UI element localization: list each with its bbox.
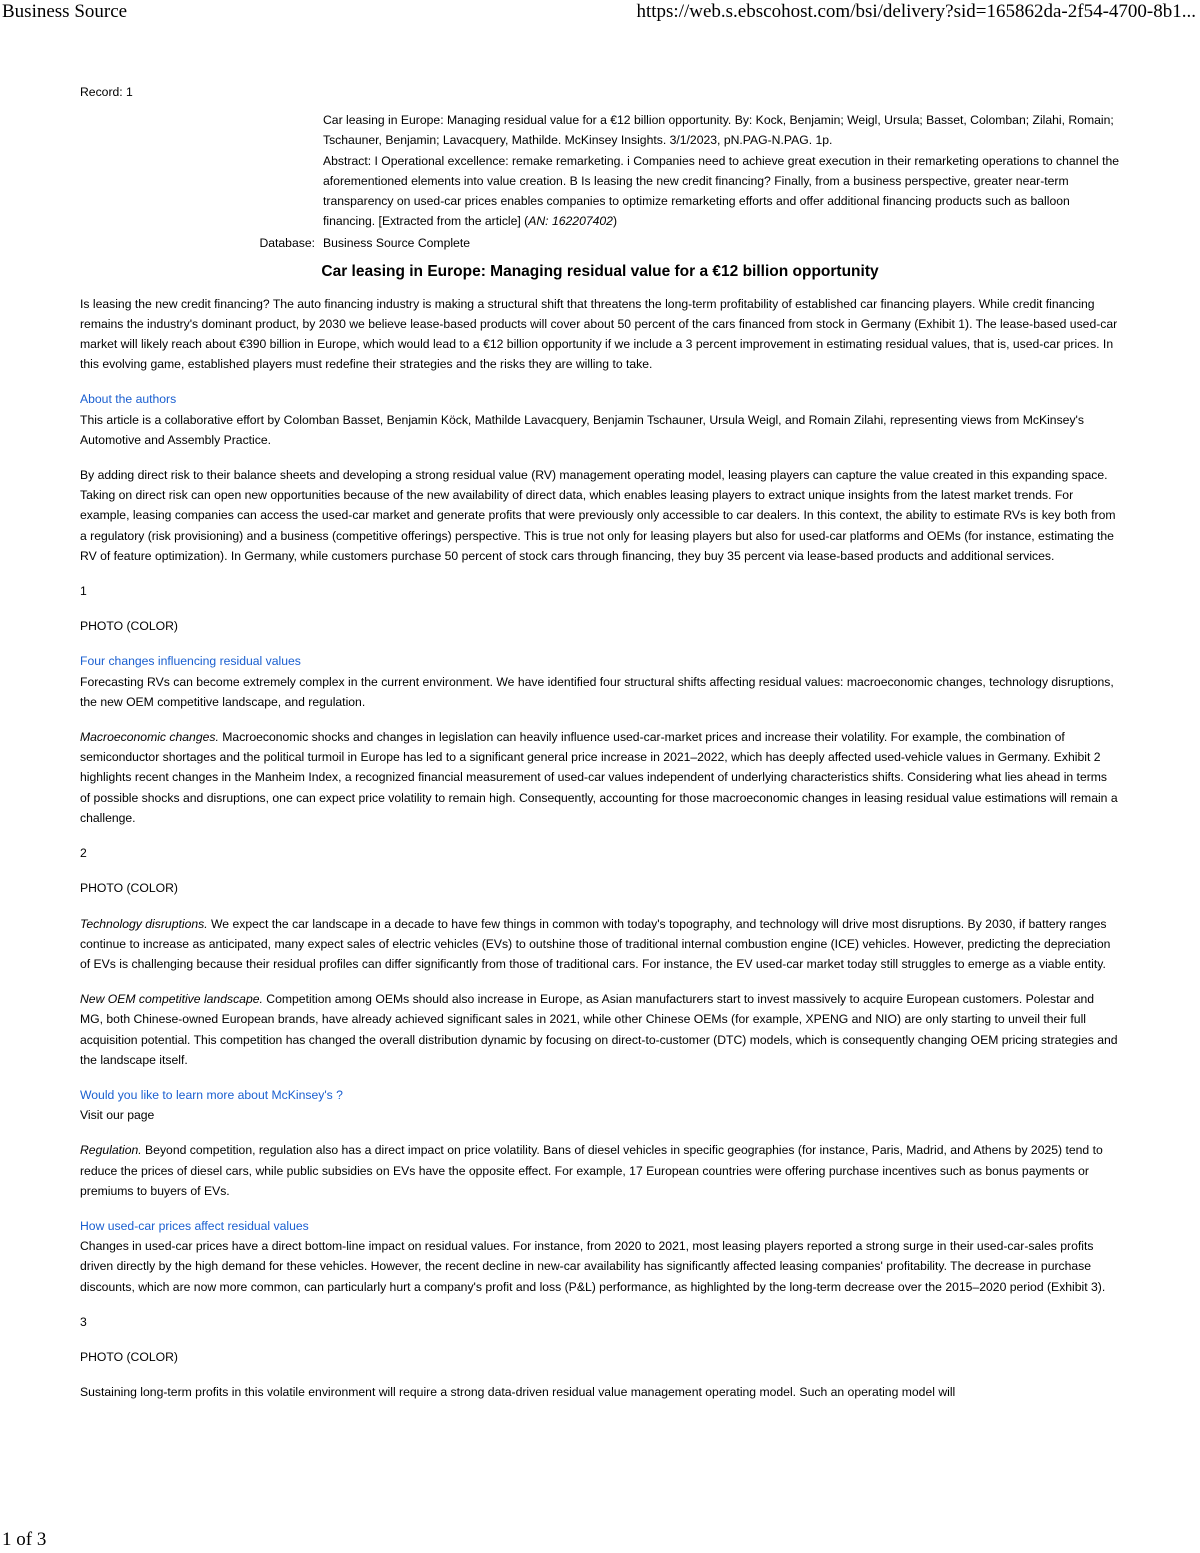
database-label: Database: — [259, 236, 315, 251]
database-row — [80, 233, 1120, 253]
document-content — [80, 82, 1120, 1417]
about-authors-paragraph: This article is a collaborative effort by Colomban Basset, Benjamin Köck, Mathilde Lavacquery, Benjamin Tschauner, Ursula Weigl, and Romain Zilahi, representing views from McKinsey's Automotive and Assembly Practice. — [80, 412, 1084, 447]
technology-paragraph: Technology disruptions. We expect the car landscape in a decade to have few things in common with today's topography, and technology will drive most disruptions. By 2030, if battery ranges continue to increase as anticipated, many expect sales of electric vehicles (EVs) to outshine those of traditional internal combustion engine (ICE) vehicles. However, predicting the depreciation of EVs is challenging because their residual profiles can differ significantly from those of traditional cars. For instance, the EV used-car market today still struggles to emerge as a viable entity. — [80, 916, 1111, 971]
article-title: Car leasing in Europe: Managing residual value for a €12 billion opportunity — [321, 262, 879, 280]
record-label: Record: 1 — [80, 85, 133, 99]
exhibit-1-photo: PHOTO (COLOR) — [80, 619, 178, 634]
intro-paragraph: Is leasing the new credit financing? The auto financing industry is making a structural shift that threatens the long-term profitability of established car financing players. While credit financing remains the industry's dominant product, by 2030 we believe lease-based products will cover about 50 percent of the cars financed from stock in Germany (Exhibit 1). The lease-based used-car market will likely reach about €390 billion in Europe, which would lead to a €12 billion opportunity if we include a 3 percent improvement in estimating residual values, that is, used-car prices. In this evolving game, established players must redefine their strategies and the risks they are willing to take. — [80, 296, 1118, 372]
page-indicator: 1 of 3 — [2, 1529, 47, 1550]
citation-text: Car leasing in Europe: Managing residual value for a €12 billion opportunity. By: Kock, Benjamin; Weigl, Ursula; Basset, Colomban; Zilahi, Romain; Tschauner, Benjamin; Lavacquery, Mathilde. McKinsey Insights. 3/1/2023, pN.PAG-N.PAG. 1p. — [323, 113, 1114, 148]
exhibit-3-photo: PHOTO (COLOR) — [80, 1349, 178, 1364]
sustaining-paragraph: Sustaining long-term profits in this volatile environment will require a strong data-driven residual value management operating model. Such an operating model will — [80, 1385, 956, 1400]
regulation-paragraph: Regulation. Beyond competition, regulation also has a direct impact on price volatility. Bans of diesel vehicles in specific geographies (for instance, Paris, Madrid, and Athens by 2025) tend to reduce the prices of diesel cars, while public subsidies on EVs have the opposite effect. For example, 17 European countries were offering purchase incentives such as bonus payments or premiums to buyers of EVs. — [80, 1143, 1103, 1198]
print-header — [0, 0, 1200, 26]
page-url[interactable]: https://web.s.ebscohost.com/bsi/delivery?sid=165862da-2f54-4700-8b1... — [636, 1, 1196, 22]
accession-number: AN: 162207402 — [528, 214, 613, 229]
four-changes-heading[interactable]: Four changes influencing residual values — [80, 654, 301, 669]
macroeconomic-paragraph: Macroeconomic changes. Macroeconomic shocks and changes in legislation can heavily influence used-car-market prices and increase their volatility. For example, the combination of semiconductor shortages and the political turmoil in Europe has led to a significant general price increase in 2021–2022, which has deeply affected used-vehicle values in Germany. Exhibit 2 highlights recent changes in the Manheim Index, a recognized financial measurement of used-car values independent of underlying characteristics shifts. Considering what lies ahead in terms of possible shocks and disruptions, one can expect price volatility to remain high. Consequently, accounting for those macroeconomic changes in leasing residual value estimations will remain a challenge. — [80, 730, 1118, 825]
citation-block — [323, 110, 1120, 231]
exhibit-1-number: 1 — [80, 584, 87, 599]
used-car-heading[interactable]: How used-car prices affect residual values — [80, 1218, 309, 1233]
abstract-text: Abstract: I Operational excellence: remake remarketing. i Companies need to achieve great execution in their remarketing operations to channel the aforementioned elements into value creation. B Is leasing the new credit financing? Finally, from a business perspective, greater near-term transparency on used-car prices enables companies to optimize remarketing efforts and offer additional financing products such as balloon financing. [Extracted from the article] (AN: 162207402) — [323, 153, 1120, 229]
exhibit-2-number: 2 — [80, 846, 87, 861]
about-authors-heading[interactable]: About the authors — [80, 392, 177, 407]
learn-more-text: Visit our page — [80, 1108, 155, 1123]
exhibit-3-number: 3 — [80, 1314, 87, 1329]
page-title: Business Source — [2, 1, 128, 22]
exhibit-2-photo: PHOTO (COLOR) — [80, 881, 178, 896]
learn-more-heading[interactable]: Would you like to learn more about McKinsey's ? — [80, 1087, 343, 1102]
four-changes-paragraph: Forecasting RVs can become extremely complex in the current environment. We have identified four structural shifts affecting residual values: macroeconomic changes, technology disruptions, the new OEM competitive landscape, and regulation. — [80, 674, 1114, 709]
used-car-paragraph: Changes in used-car prices have a direct bottom-line impact on residual values. For instance, from 2020 to 2021, most leasing players reported a strong surge in their used-car-sales profits driven directly by the high demand for these vehicles. However, the recent decline in new-car availability has significantly affected leasing companies' profitability. The decrease in purchase discounts, which are now more common, can particularly hurt a company's profit and loss (P&L) performance, as highlighted by the long-term decrease over the 2015–2020 period (Exhibit 3). — [80, 1239, 1106, 1294]
oem-paragraph: New OEM competitive landscape. Competition among OEMs should also increase in Europe, as Asian manufacturers start to invest massively to acquire European customers. Polestar and MG, both Chinese-owned European brands, have already achieved significant sales in 2021, while other Chinese OEMs (for example, XPENG and NIO) are only starting to unveil their full acquisition potential. This competition has changed the overall distribution dynamic by focusing on direct-to-customer (DTC) models, which is consequently changing OEM pricing strategies and the landscape itself. — [80, 992, 1118, 1067]
direct-risk-paragraph: By adding direct risk to their balance sheets and developing a strong residual value (RV) management operating model, leasing players can capture the value created in this expanding space. Taking on direct risk can open new opportunities because of the new availability of direct data, which enables leasing players to extract unique insights from the latest market trends. For example, leasing companies can access the used-car market and generate profits that were previously only accessible to car dealers. In this context, the ability to estimate RVs is key both from a regulatory (risk provisioning) and a business (competitive offerings) perspective. This is true not only for leasing players but also for used-car platforms and OEMs (for instance, estimating the RV of feature optimization). In Germany, while customers purchase 50 percent of stock cars through financing, they buy 35 percent via lease-based products and additional services. — [80, 468, 1116, 563]
database-value: Business Source Complete — [323, 236, 470, 251]
